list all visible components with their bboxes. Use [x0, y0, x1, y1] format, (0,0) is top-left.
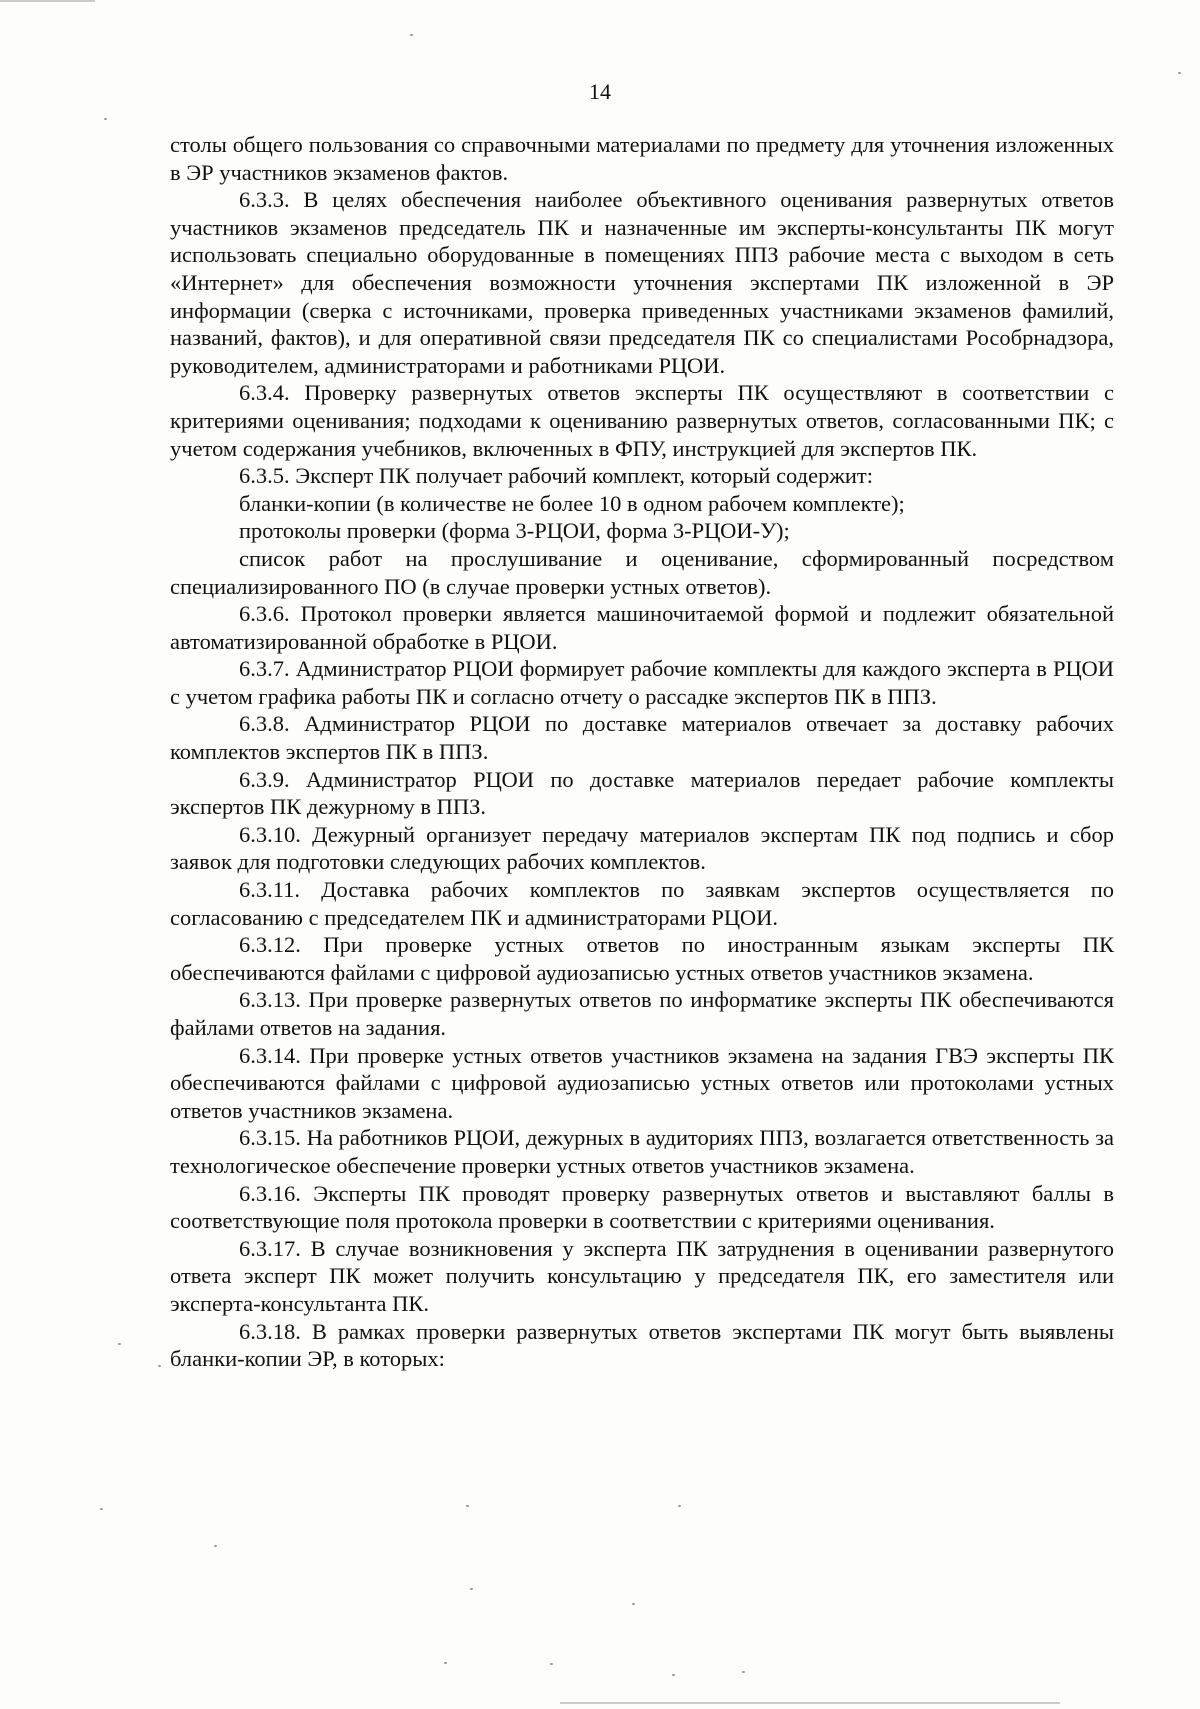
paragraph: 6.3.11. Доставка рабочих комплектов по заявкам экспертов осуществляется по согласованию с председателем ПК и администраторами РЦОИ.: [170, 877, 1114, 930]
scan-speck: [444, 1662, 447, 1664]
scan-speck: [410, 34, 413, 36]
scan-speck: [678, 1505, 681, 1507]
list-item: список работ на прослушивание и оценивание, сформированный посредством специализированного ПО (в случае проверки устных ответов).: [170, 545, 1114, 599]
paragraph: 6.3.8. Администратор РЦОИ по доставке материалов отвечает за доставку рабочих комплектов экспертов ПК в ППЗ.: [170, 711, 1114, 765]
paragraph: 6.3.13. При проверке развернутых ответов по информатике эксперты ПК обеспечиваются файлами ответов на задания.: [170, 987, 1114, 1040]
scan-speck: [550, 1663, 553, 1665]
paragraph: столы общего пользования со справочными материалами по предмету для уточнения изложенных в ЭР участников экзаменов фактов.: [170, 132, 1114, 185]
scan-speck: [632, 1603, 635, 1605]
page-number: 14: [589, 79, 611, 104]
paragraph: 6.3.12. При проверке устных ответов по иностранным языкам эксперты ПК обеспечиваются файлами с цифровой аудиозаписью устных ответов участников экзамена.: [170, 932, 1114, 985]
paragraph: 6.3.16. Эксперты ПК проводят проверку развернутых ответов и выставляют баллы в соответствующие поля протокола проверки в соответствии с критериями оценивания.: [170, 1180, 1114, 1234]
scan-speck: [470, 1588, 473, 1590]
paragraph: 6.3.10. Дежурный организует передачу материалов экспертам ПК под подпись и сбор заявок для подготовки следующих рабочих комплектов.: [170, 821, 1114, 875]
paragraph: 6.3.3. В целях обеспечения наиболее объективного оценивания развернутых ответов участников экзаменов председатель ПК и назначенные им эксперты-консультанты ПК могут использовать специально оборудованные в помещениях ППЗ рабочие места с выходом в сеть «Интернет» для обеспечения возможности уточнения экспертами ПК изложенной в ЭР информации (сверка с источниками, проверка приведенных участниками экзаменов фамилий, названий, фактов), и для оперативной связи председателя ПК со специалистами Рособрнадзора, руководителем, администраторами и работниками РЦОИ.: [170, 187, 1114, 378]
scan-speck: [104, 118, 107, 120]
paragraph: 6.3.5. Эксперт ПК получает рабочий комплект, который содержит:: [239, 463, 874, 489]
paragraph: 6.3.17. В случае возникновения у эксперта ПК затруднения в оценивании развернутого ответа эксперт ПК может получить консультацию у председателя ПК, его заместителя или эксперта-консультанта ПК.: [170, 1235, 1114, 1316]
scan-speck: [672, 1674, 675, 1676]
scan-speck: [158, 1365, 161, 1367]
document-body: [170, 131, 1114, 1373]
scan-speck: [466, 1505, 469, 1507]
paragraph: 6.3.6. Протокол проверки является машиночитаемой формой и подлежит обязательной автоматизированной обработке в РЦОИ.: [170, 601, 1114, 654]
paragraph: 6.3.18. В рамках проверки развернутых ответов экспертами ПК могут быть выявлены бланки-копии ЭР, в которых:: [170, 1318, 1114, 1372]
list-item: протоколы проверки (форма 3-РЦОИ, форма 3-РЦОИ-У);: [239, 518, 790, 544]
scan-speck: [100, 1508, 103, 1510]
paragraph: 6.3.15. На работников РЦОИ, дежурных в аудиториях ППЗ, возлагается ответственность за технологическое обеспечение проверки устных ответов участников экзамена.: [170, 1125, 1114, 1178]
scan-speck: [118, 1343, 121, 1345]
scan-speck: [742, 1671, 745, 1673]
paragraph: 6.3.9. Администратор РЦОИ по доставке материалов передает рабочие комплекты экспертов ПК дежурному в ППЗ.: [170, 766, 1114, 820]
scan-edge-bottom: [560, 1702, 1060, 1704]
paragraph: 6.3.14. При проверке устных ответов участников экзамена на задания ГВЭ эксперты ПК обеспечиваются файлами с цифровой аудиозаписью устных ответов или протоколами устных ответов участников экзамена.: [170, 1042, 1114, 1123]
list-item: бланки-копии (в количестве не более 10 в одном рабочем комплекте);: [239, 490, 905, 516]
scan-speck: [1178, 72, 1181, 74]
paragraph: 6.3.7. Администратор РЦОИ формирует рабочие комплекты для каждого эксперта в РЦОИ с учетом графика работы ПК и согласно отчету о рассадке экспертов ПК в ППЗ.: [170, 656, 1114, 709]
scan-speck: [214, 1545, 217, 1547]
scan-edge-top: [0, 0, 95, 2]
paragraph: 6.3.4. Проверку развернутых ответов эксперты ПК осуществляют в соответствии с критериями оценивания; подходами к оцениванию развернутых ответов, согласованными ПК; с учетом содержания учебников, включенных в ФПУ, инструкцией для экспертов ПК.: [170, 380, 1114, 461]
